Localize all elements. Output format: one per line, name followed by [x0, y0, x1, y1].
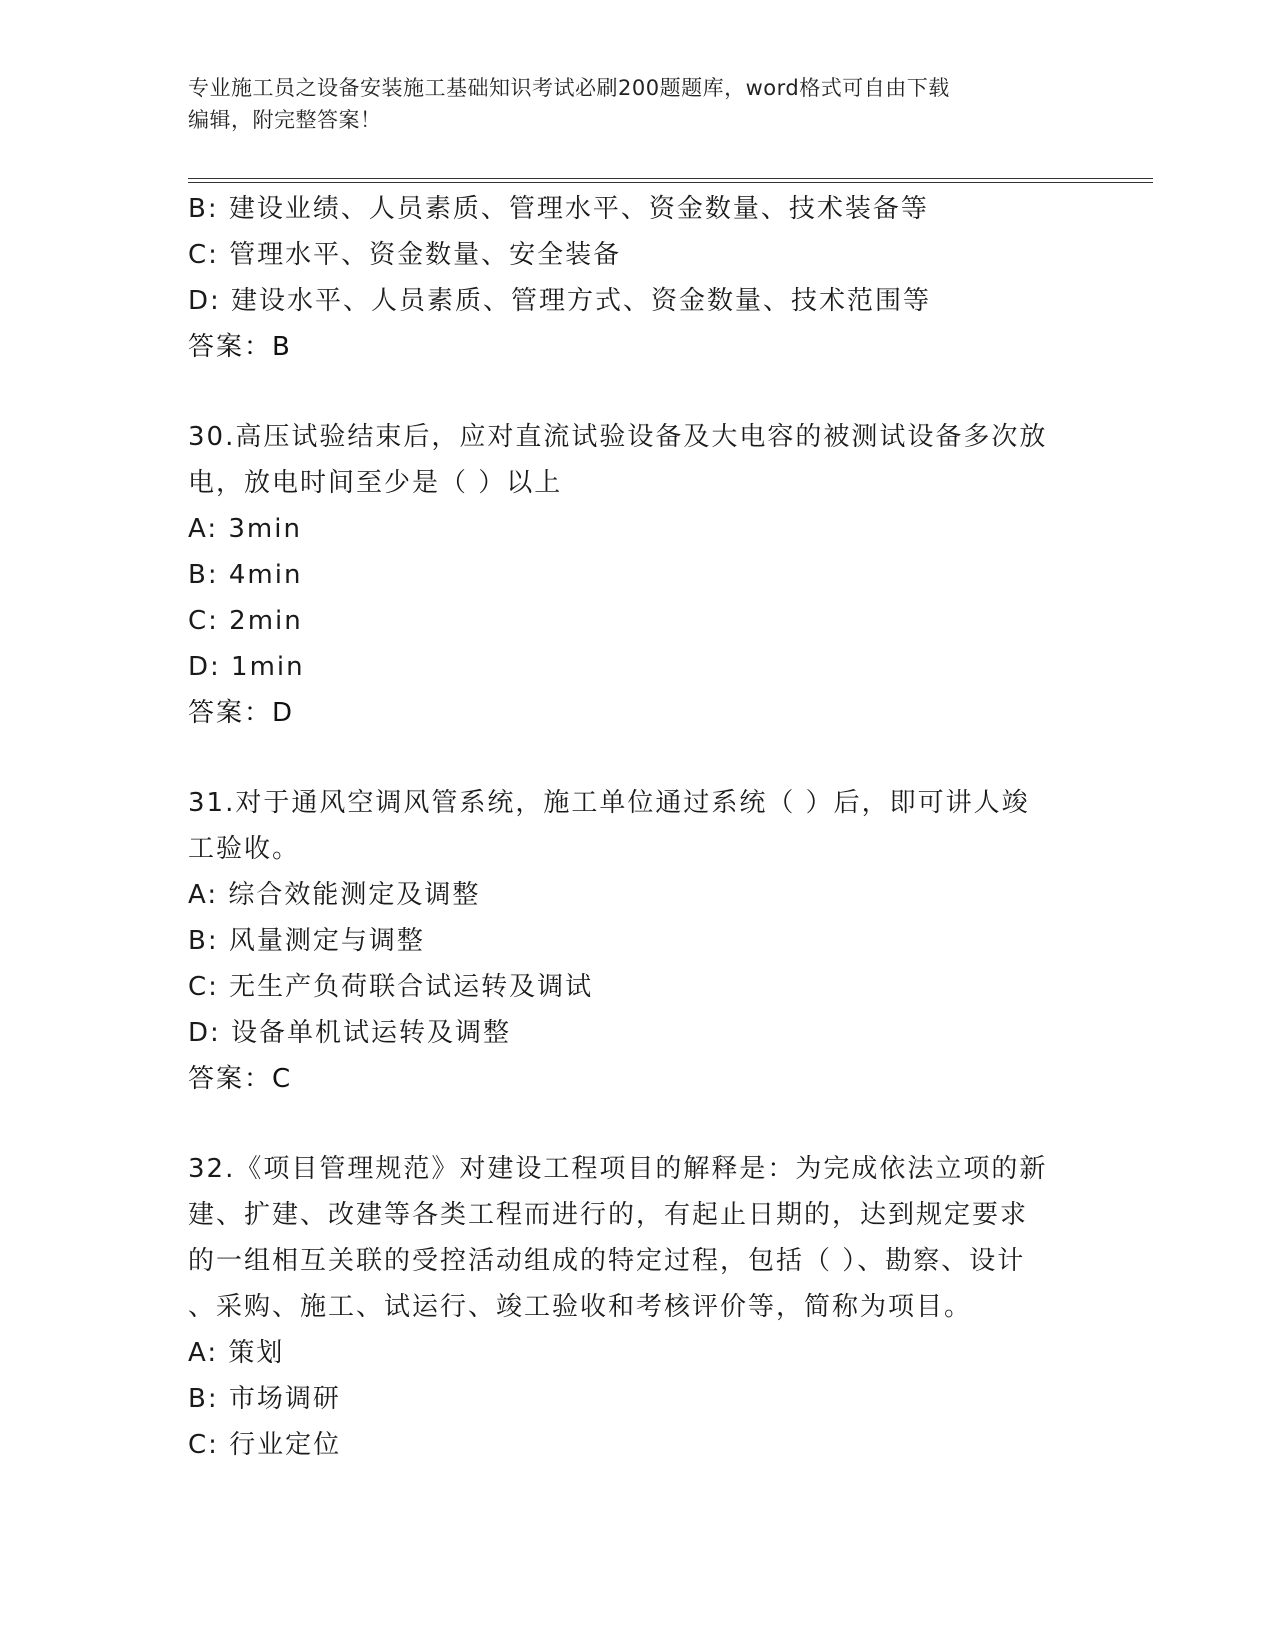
answer-line: 答案：C [188, 1064, 293, 1094]
spacer [188, 736, 1088, 780]
question-30 [188, 414, 1088, 736]
option-a: A: 综合效能测定及调整 [188, 880, 481, 910]
answer-line: 答案：B [188, 332, 292, 362]
question-32 [188, 1146, 1088, 1468]
option-c: C: 无生产负荷联合试运转及调试 [188, 972, 594, 1002]
question-stem-line: 电，放电时间至少是（ ）以上 [188, 468, 563, 498]
question-stem-line: 的一组相互关联的受控活动组成的特定过程，包括（ ）、勘察、设计 [188, 1246, 1026, 1276]
document-header [188, 72, 1068, 136]
option-a: A: 3min [188, 514, 302, 544]
header-title-line-2: 编辑，附完整答案！ [188, 108, 382, 132]
header-divider [188, 178, 1153, 183]
option-b: B: 市场调研 [188, 1384, 341, 1414]
option-b: B: 风量测定与调整 [188, 926, 425, 956]
option-c: C: 行业定位 [188, 1430, 342, 1460]
option-d: D: 1min [188, 652, 305, 682]
option-d: D: 建设水平、人员素质、管理方式、资金数量、技术范围等 [188, 286, 932, 316]
question-stem-line: 、采购、施工、试运行、竣工验收和考核评价等，简称为项目。 [188, 1292, 973, 1322]
option-d: D: 设备单机试运转及调整 [188, 1018, 512, 1048]
question-stem-line: 30.高压试验结束后，应对直流试验设备及大电容的被测试设备多次放 [188, 422, 1048, 452]
option-a: A: 策划 [188, 1338, 285, 1368]
answer-line: 答案：D [188, 698, 295, 728]
question-content [188, 186, 1088, 1468]
spacer [188, 1102, 1088, 1146]
header-title-line-1: 专业施工员之设备安装施工基础知识考试必刷200题题库，word格式可自由下载 [188, 76, 950, 100]
prev-question-block [188, 186, 1088, 370]
question-31 [188, 780, 1088, 1102]
option-c: C: 管理水平、资金数量、安全装备 [188, 240, 622, 270]
question-stem-line: 31.对于通风空调风管系统，施工单位通过系统（ ）后，即可讲人竣 [188, 788, 1030, 818]
option-b: B: 建设业绩、人员素质、管理水平、资金数量、技术装备等 [188, 194, 929, 224]
question-stem-line: 工验收。 [188, 834, 301, 864]
option-b: B: 4min [188, 560, 303, 590]
spacer [188, 370, 1088, 414]
question-stem-line: 32.《项目管理规范》对建设工程项目的解释是：为完成依法立项的新 [188, 1154, 1048, 1184]
option-c: C: 2min [188, 606, 303, 636]
question-stem-line: 建、扩建、改建等各类工程而进行的，有起止日期的，达到规定要求 [188, 1200, 1029, 1230]
